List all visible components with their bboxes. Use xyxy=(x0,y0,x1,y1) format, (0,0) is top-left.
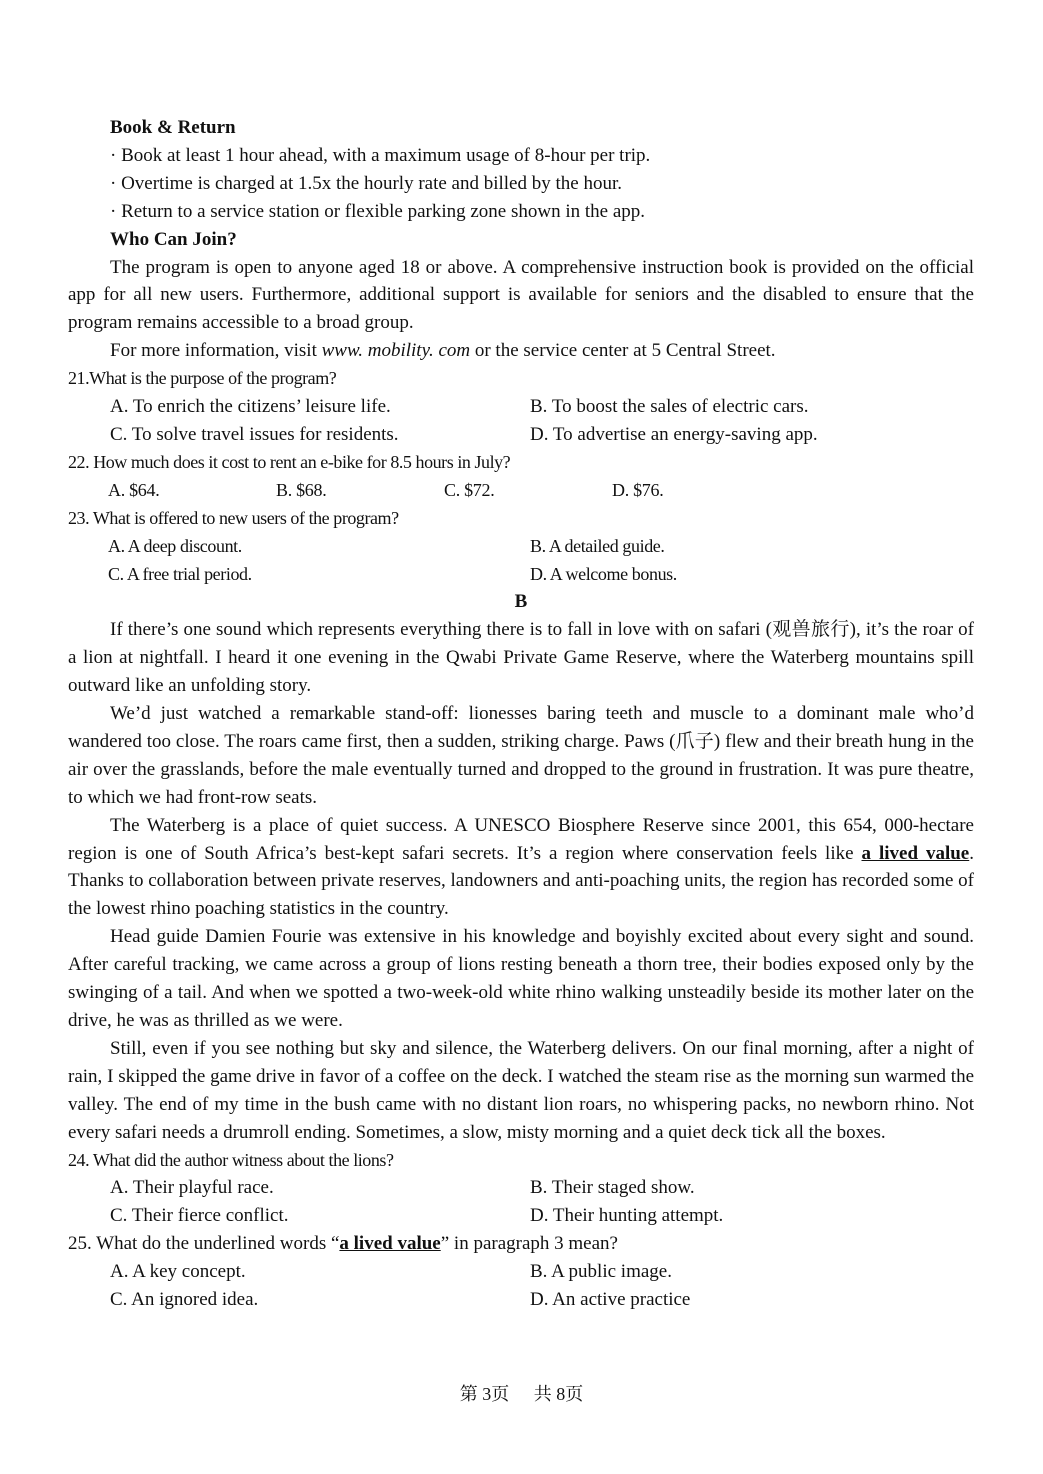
question-24-options-row xyxy=(68,1174,974,1202)
option-b: B. $68. xyxy=(276,479,327,500)
more-info-text: or the service center at 5 Central Street. xyxy=(470,340,776,362)
passage-paragraph-1: If there’s one sound which represents everything there is to fall in love with on safari (观兽旅行), it’s the roar of a lion at nightfall. I heard it one evening in the Qwabi Private Game Reserve, where the Waterberg mountains spill outward like an unfolding story. xyxy=(68,619,974,697)
question-23-stem: 23. What is offered to new users of the program? xyxy=(68,507,399,528)
book-return-item: · Return to a service station or flexible parking zone shown in the app. xyxy=(110,200,646,222)
option-d: D. A welcome bonus. xyxy=(530,563,677,584)
page-footer xyxy=(0,1380,1043,1406)
question-21-options-row xyxy=(68,393,974,421)
passage-paragraph-4: Head guide Damien Fourie was extensive in his knowledge and boyishly excited about every sight and sound. After careful tracking, we came across a group of lions resting beneath a thorn tree, their bodies exposed only by the swinging of a tail. And when we spotted a two-week-old white rhino walking unsteadily beside its mother later on the drive, he was as thrilled as we were. xyxy=(68,926,974,1031)
paragraph-text: The Waterberg is a place of quiet success. A UNESCO Biosphere Reserve since 2001, this 654, 000-hectare region is one of South Africa’s best-kept safari secrets. It’s a region where conservation feels like xyxy=(68,814,974,864)
book-return-item: · Book at least 1 hour ahead, with a maximum usage of 8-hour per trip. xyxy=(110,144,651,166)
option-b: B. Their staged show. xyxy=(530,1177,695,1199)
option-d: D. Their hunting attempt. xyxy=(530,1205,724,1227)
question-24-options-row xyxy=(68,1202,974,1230)
book-return-heading: Book & Return xyxy=(110,117,236,138)
question-25-options-row xyxy=(68,1258,974,1286)
page-total: 共 8页 xyxy=(533,1384,584,1404)
more-info-url: www. mobility. com xyxy=(321,340,471,362)
question-23-options-row xyxy=(68,561,974,589)
option-d: D. $76. xyxy=(612,479,664,500)
option-c: C. A free trial period. xyxy=(108,563,252,584)
option-a: A. Their playful race. xyxy=(110,1177,274,1199)
more-info-text: For more information, visit xyxy=(110,340,322,362)
option-a: A. A deep discount. xyxy=(108,535,242,556)
question-text: 25. What do the underlined words “ xyxy=(68,1233,340,1255)
option-c: C. Their fierce conflict. xyxy=(110,1205,289,1227)
underlined-phrase: a lived value xyxy=(861,842,970,864)
page-content xyxy=(68,114,974,1314)
question-22-stem: 22. How much does it cost to rent an e-bike for 8.5 hours in July? xyxy=(68,451,511,472)
underlined-phrase: a lived value xyxy=(339,1233,441,1255)
who-can-join-paragraph: The program is open to anyone aged 18 or above. A comprehensive instruction book is provided on the official app for all new users. Furthermore, additional support is available for seniors and the disabled to ensure that the program remains accessible to a broad group. xyxy=(68,256,974,334)
question-21-stem: 21.What is the purpose of the program? xyxy=(68,368,337,389)
page-number: 第 3页 xyxy=(459,1384,510,1404)
question-25-options-row xyxy=(68,1286,974,1314)
option-c: C. To solve travel issues for residents. xyxy=(110,423,399,445)
question-24-stem: 24. What did the author witness about the lions? xyxy=(68,1149,394,1170)
passage-paragraph-5: Still, even if you see nothing but sky and silence, the Waterberg delivers. On our final morning, after a night of rain, I skipped the game drive in favor of a coffee on the deck. I watched the steam rise as the morning sun warmed the valley. The end of my time in the bush came with no distant lion roars, no whispering packs, no newborn rhino. Not every safari needs a drumroll ending. Sometimes, a slow, misty morning and a quiet deck tick all the boxes. xyxy=(68,1037,974,1143)
option-c: C. An ignored idea. xyxy=(110,1289,259,1311)
option-d: D. To advertise an energy-saving app. xyxy=(530,423,818,445)
option-b: B. To boost the sales of electric cars. xyxy=(530,396,809,418)
question-23-options-row xyxy=(68,533,974,561)
paragraph-text: . Thanks to collaboration between private reserves, landowners and anti-poaching units, the region has recorded some of the lowest rhino poaching statistics in the country. xyxy=(68,842,974,920)
who-can-join-heading: Who Can Join? xyxy=(110,228,237,250)
passage-paragraph-3 xyxy=(68,812,974,924)
option-b: B. A detailed guide. xyxy=(530,535,665,556)
option-a: A. To enrich the citizens’ leisure life. xyxy=(110,396,391,418)
option-a: A. $64. xyxy=(108,479,160,500)
option-a: A. A key concept. xyxy=(110,1261,246,1283)
question-25-stem xyxy=(68,1230,974,1258)
question-text: ” in paragraph 3 mean? xyxy=(440,1233,618,1255)
question-22-options-row xyxy=(68,477,974,505)
book-return-item: · Overtime is charged at 1.5x the hourly rate and billed by the hour. xyxy=(110,172,622,194)
option-c: C. $72. xyxy=(444,479,495,500)
passage-paragraph-2: We’d just watched a remarkable stand-off: lionesses baring teeth and muscle to a dominant male who’d wandered too close. The roars came first, then a sudden, striking charge. Paws (爪子) flew and their breath hung in the air over the grasslands, before the male eventually turned and dropped to the ground in frustration. It was pure theatre, to which we had front-row seats. xyxy=(68,703,974,808)
section-b-label: B xyxy=(514,591,528,613)
more-info-line xyxy=(68,337,974,365)
option-b: B. A public image. xyxy=(530,1261,672,1283)
question-21-options-row xyxy=(68,421,974,449)
option-d: D. An active practice xyxy=(530,1289,691,1311)
